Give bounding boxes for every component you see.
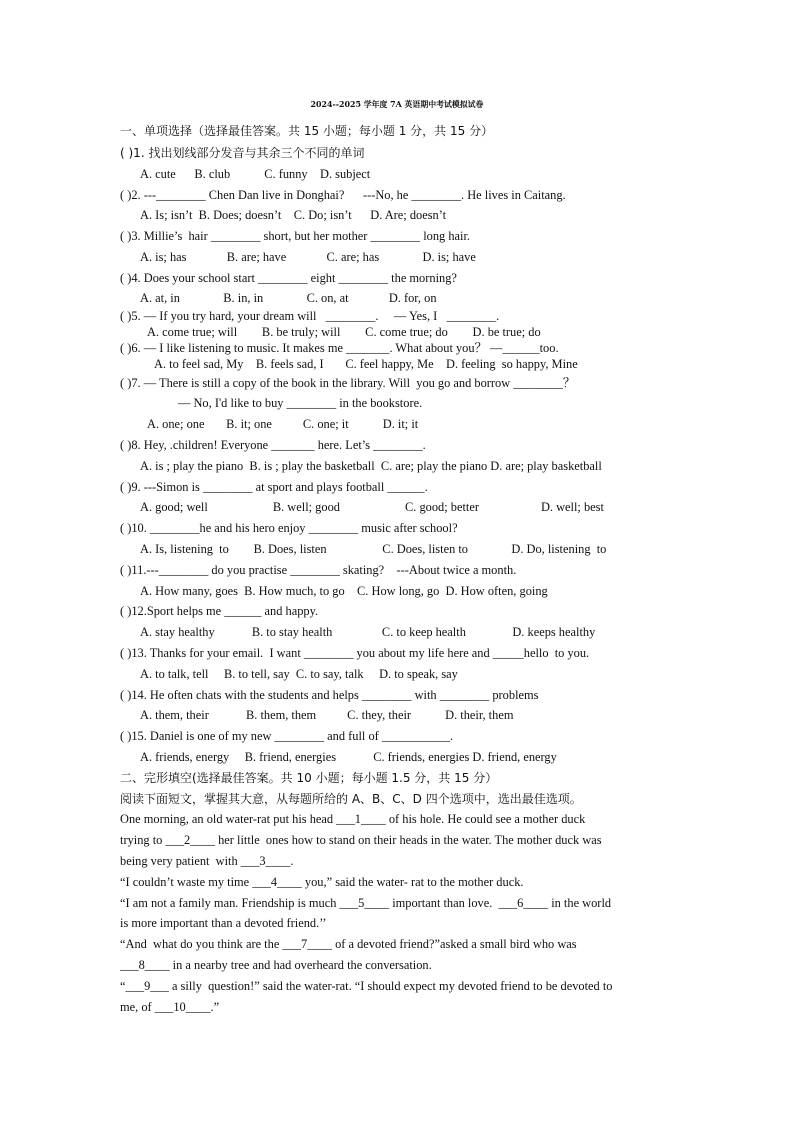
- q12-options: A. stay healthy B. to stay health C. to keep health D. keeps healthy: [140, 625, 596, 639]
- q15-options: A. friends, energy B. friend, energies C. friends, energies D. friend, energy: [140, 750, 557, 764]
- passage-line: me, of ___10____.”: [120, 1000, 220, 1014]
- q11-options: A. How many, goes B. How much, to go C. How long, go D. How often, going: [140, 584, 548, 598]
- passage-line: “And what do you think are the ___7____ of a devoted friend?”asked a small bird who was: [120, 937, 577, 951]
- q4-options: A. at, in B. in, in C. on, at D. for, on: [140, 291, 437, 305]
- q13-options: A. to talk, tell B. to tell, say C. to say, talk D. to speak, say: [140, 667, 458, 681]
- passage-line: trying to ___2____ her little ones how to stand on their heads in the water. The mother duck was: [120, 833, 602, 847]
- q10-stem: ( )10. ________he and his hero enjoy ________ music after school?: [120, 521, 458, 535]
- q14-stem: ( )14. He often chats with the students and helps ________ with ________ problems: [120, 688, 539, 702]
- q10-options: A. Is, listening to B. Does, listen C. Does, listen to D. Do, listening to: [140, 542, 607, 556]
- q13-stem: ( )13. Thanks for your email. I want ________ you about my life here and _____hello to you.: [120, 646, 590, 660]
- q1-options: A. cute B. club C. funny D. subject: [140, 167, 371, 181]
- exam-title: 2024--2025 学年度 7A 英语期中考试模拟试卷: [310, 100, 484, 109]
- q8-options: A. is ; play the piano B. is ; play the basketball C. are; play the piano D. are; play basketball: [140, 459, 602, 473]
- section1-heading: 一、单项选择（选择最佳答案。共 15 小题；每小题 1 分，共 15 分）: [120, 124, 494, 138]
- q8-stem: ( )8. Hey, .children! Everyone _______ here. Let’s ________.: [120, 438, 426, 452]
- q12-stem: ( )12.Sport helps me ______ and happy.: [120, 604, 319, 618]
- q9-options: A. good; well B. well; good C. good; better D. well; best: [140, 500, 604, 514]
- passage-line: being very patient with ___3____.: [120, 854, 294, 868]
- q3-options: A. is; has B. are; have C. are; has D. is; have: [140, 250, 476, 264]
- q7-reply: — No, I'd like to buy ________ in the bookstore.: [178, 396, 423, 410]
- q6-options: A. to feel sad, My B. feels sad, I C. feel happy, Me D. feeling so happy, Mine: [154, 357, 578, 371]
- passage-line: “___9___ a silly question!” said the water-rat. “I should expect my devoted friend to be devoted to: [120, 979, 613, 993]
- q2-stem: ( )2. ---________ Chen Dan live in Donghai? ---No, he ________. He lives in Caitang.: [120, 188, 566, 202]
- q15-stem: ( )15. Daniel is one of my new ________ and full of ___________.: [120, 729, 454, 743]
- q6-stem: ( )6. — I like listening to music. It makes me _______. What about you？ —______too.: [120, 341, 559, 355]
- q14-options: A. them, their B. them, them C. they, their D. their, them: [140, 708, 514, 722]
- q3-stem: ( )3. Millie’s hair ________ short, but her mother ________ long hair.: [120, 229, 470, 243]
- q11-stem: ( )11.---________ do you practise ________ skating? ---About twice a month.: [120, 563, 517, 577]
- passage-line: ___8____ in a nearby tree and had overheard the conversation.: [120, 958, 432, 972]
- q7-stem: ( )7. — There is still a copy of the book in the library. Will you go and borrow ________？: [120, 376, 576, 390]
- passage-line: is more important than a devoted friend.’’: [120, 916, 327, 930]
- passage-line: One morning, an old water-rat put his head ___1____ of his hole. He could see a mother duck: [120, 812, 586, 826]
- section2-heading: 二、完形填空(选择最佳答案。共 10 小题；每小题 1.5 分，共 15 分）: [120, 771, 498, 785]
- section2-instructions: 阅读下面短文，掌握其大意，从每题所给的 A、B、C、D 四个选项中，选出最佳选项。: [120, 792, 582, 806]
- q2-options: A. Is; isn’t B. Does; doesn’t C. Do; isn’t D. Are; doesn’t: [140, 208, 447, 222]
- q7-options: A. one; one B. it; one C. one; it D. it; it: [147, 417, 419, 431]
- q9-stem: ( )9. ---Simon is ________ at sport and plays football ______.: [120, 480, 428, 494]
- passage-line: “I am not a family man. Friendship is much ___5____ important than love. ___6____ in the world: [120, 896, 612, 910]
- q1-stem: ( )1. 找出划线部分发音与其余三个不同的单词: [120, 146, 365, 160]
- q5-stem: ( )5. — If you try hard, your dream will ________. — Yes, I ________.: [120, 309, 500, 323]
- q5-options: A. come true; will B. be truly; will C. come true; do D. be true; do: [147, 325, 541, 339]
- q4-stem: ( )4. Does your school start ________ eight ________ the morning?: [120, 271, 457, 285]
- passage-line: “I couldn’t waste my time ___4____ you,” said the water- rat to the mother duck.: [120, 875, 524, 889]
